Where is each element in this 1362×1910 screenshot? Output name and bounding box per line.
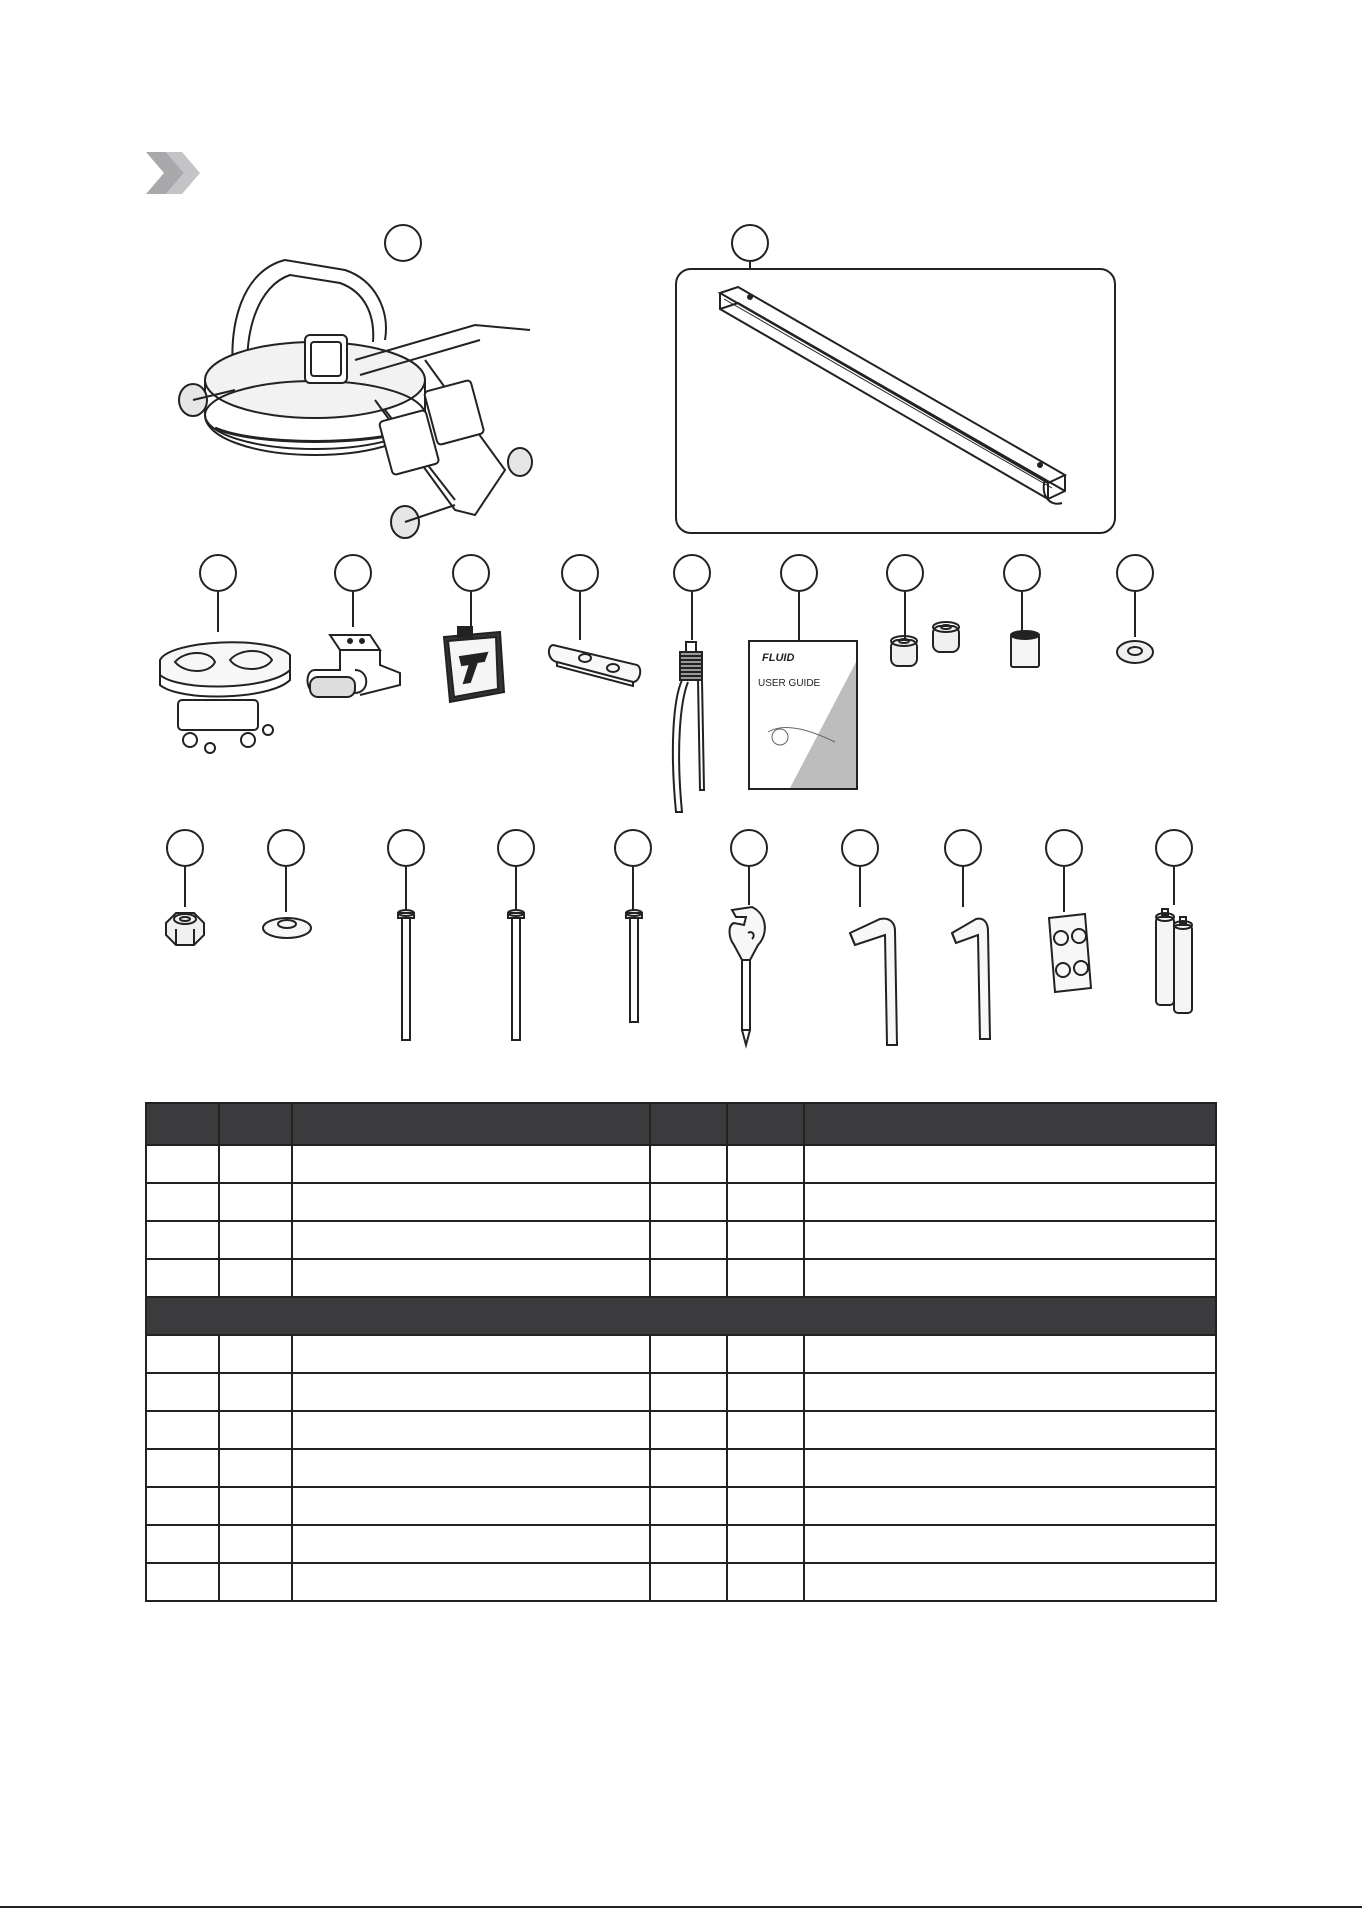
table-header-cell <box>219 1103 292 1145</box>
washer <box>1114 637 1156 667</box>
spacer <box>1008 630 1042 670</box>
callout-washer-leader <box>1134 592 1136 637</box>
callout-multi-wrench <box>730 829 768 867</box>
callout-allen-key-small <box>944 829 982 867</box>
callout-lock-nut <box>166 829 204 867</box>
callout-rail <box>731 224 769 262</box>
callout-spacer <box>1003 554 1041 592</box>
table-row <box>146 1259 1216 1297</box>
callout-seat-leader <box>217 592 219 632</box>
user-guide <box>748 640 858 790</box>
callout-end-cap <box>452 554 490 592</box>
seat <box>150 630 300 760</box>
callout-batteries-leader <box>1173 867 1175 905</box>
callout-curved-washer-leader <box>285 867 287 912</box>
table-row <box>146 1373 1216 1411</box>
bolt-short <box>624 908 644 1026</box>
user-guide-title: USER GUIDE <box>758 678 821 689</box>
batteries <box>1150 905 1200 1015</box>
callout-base-plate <box>561 554 599 592</box>
table-row <box>146 1335 1216 1373</box>
callout-bolt-short-leader <box>632 867 634 911</box>
end-cap <box>432 627 512 707</box>
callout-allen-key-large-leader <box>859 867 861 907</box>
table-row <box>146 1411 1216 1449</box>
table-row <box>146 1145 1216 1183</box>
footer-rule <box>0 1906 1362 1908</box>
callout-bolt-short <box>614 829 652 867</box>
callout-sensor-cable-leader <box>691 592 693 640</box>
table-row <box>146 1487 1216 1525</box>
callout-bolt-medium-leader <box>515 867 517 911</box>
table-header-cell <box>292 1103 650 1145</box>
felt-pads <box>1045 912 1095 994</box>
callout-felt-pads-leader <box>1063 867 1065 912</box>
callout-spacer-leader <box>1021 592 1023 632</box>
bolt-medium <box>506 908 526 1043</box>
allen-key-small <box>948 905 998 1045</box>
rower-main-frame <box>175 250 535 540</box>
sensor-cable <box>668 640 718 815</box>
callout-user-guide <box>780 554 818 592</box>
callout-felt-pads <box>1045 829 1083 867</box>
table-header-cell <box>804 1103 1216 1145</box>
callout-seat <box>199 554 237 592</box>
table-header-cell <box>727 1103 804 1145</box>
callout-rail-stop <box>334 554 372 592</box>
callout-wheel-rollers <box>886 554 924 592</box>
rail-beam <box>710 285 1080 510</box>
callout-washer <box>1116 554 1154 592</box>
multi-wrench <box>722 905 772 1050</box>
table-row <box>146 1525 1216 1563</box>
double-chevron-icon <box>144 148 204 198</box>
lock-nut <box>160 905 210 950</box>
callout-rail-stop-leader <box>352 592 354 627</box>
callout-bolt-medium <box>497 829 535 867</box>
callout-sensor-cable <box>673 554 711 592</box>
wheel-rollers <box>885 620 975 675</box>
callout-bolt-long <box>387 829 425 867</box>
callout-multi-wrench-leader <box>748 867 750 905</box>
callout-user-guide-leader <box>798 592 800 640</box>
table-row <box>146 1221 1216 1259</box>
table-row <box>146 1563 1216 1601</box>
bolt-long <box>396 908 416 1043</box>
parts-table <box>145 1102 1217 1602</box>
user-guide-brand: FLUID <box>762 652 795 664</box>
callout-end-cap-leader <box>470 592 472 628</box>
callout-lock-nut-leader <box>184 867 186 907</box>
table-row <box>146 1449 1216 1487</box>
table-header-cell <box>650 1103 727 1145</box>
callout-base-plate-leader <box>579 592 581 640</box>
callout-allen-key-large <box>841 829 879 867</box>
table-row <box>146 1183 1216 1221</box>
rail-stop <box>300 625 410 700</box>
callout-batteries <box>1155 829 1193 867</box>
callout-bolt-long-leader <box>405 867 407 911</box>
base-plate <box>545 640 645 690</box>
table-header-cell <box>146 1103 219 1145</box>
curved-washer <box>260 912 314 942</box>
allen-key-large <box>845 905 905 1050</box>
callout-curved-washer <box>267 829 305 867</box>
callout-allen-key-small-leader <box>962 867 964 907</box>
table-section-band <box>146 1297 1216 1335</box>
table-header-row <box>146 1103 1216 1145</box>
